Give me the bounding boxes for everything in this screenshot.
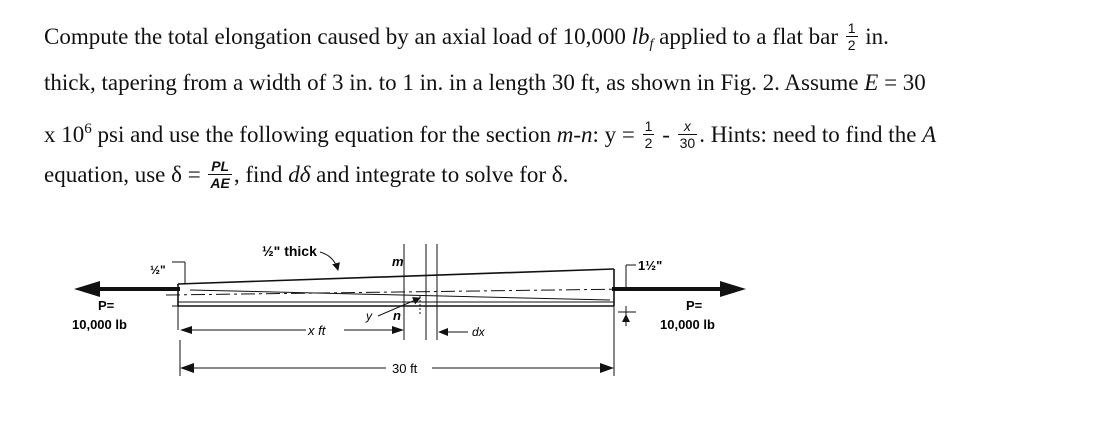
left-load-p: P= — [98, 298, 115, 313]
text-segment: = 30 — [878, 70, 926, 95]
text-segment: . Hints: need to find the — [699, 122, 923, 147]
unit-lb: lb — [631, 24, 650, 49]
left-width-dimension — [150, 262, 185, 330]
dx-dimension — [438, 325, 486, 339]
left-load-label — [72, 298, 127, 332]
length-dimension — [180, 340, 614, 376]
dx-label: dx — [472, 325, 485, 339]
left-width-label: ½" — [150, 263, 166, 277]
fraction-half: $\frac{1}{2}$ — [847, 20, 856, 54]
n-label: n — [393, 308, 401, 323]
exponent: 6 — [84, 121, 92, 137]
fraction-x-over-30: $\frac{x}{30}$ — [679, 118, 696, 152]
left-load-arrow — [74, 281, 180, 297]
m-label: m — [392, 254, 404, 269]
text-segment: : y = — [592, 122, 641, 147]
y-label: y — [366, 309, 372, 323]
section-mn: m-n — [556, 122, 593, 147]
text-segment: thick, tapering from a width of 3 in. to 1 in. in a length 30 ft, as shown in Fig. 2. Assume — [44, 70, 865, 95]
left-load-value: 10,000 lb — [72, 317, 127, 332]
thickness-label: ½" thick — [262, 243, 317, 259]
right-load-label — [660, 298, 715, 332]
length-label: 30 ft — [392, 361, 418, 376]
thickness-callout — [262, 243, 338, 270]
symbol-A: A — [922, 122, 937, 147]
right-load-arrow — [612, 281, 746, 297]
fraction-PL-over-AE: $\frac{PL}{AE}$ — [210, 158, 230, 192]
minus-sign: - — [656, 122, 676, 147]
unit-subscript-f: f — [649, 37, 654, 52]
fraction-one-half: $\frac{1}{2}$ — [644, 118, 653, 152]
text-segment: psi and use the following equation for the section — [91, 122, 557, 147]
right-load-value: 10,000 lb — [660, 317, 715, 332]
text-segment: equation, use δ = — [44, 162, 207, 187]
right-width-dimension — [614, 258, 662, 376]
right-width-label: 1½" — [638, 258, 663, 273]
symbol-E: E — [864, 70, 879, 95]
text-segment: applied to a flat bar — [653, 24, 844, 49]
text-segment: , find — [233, 162, 289, 187]
x-ft-label: x ft — [308, 323, 326, 338]
symbol-d-delta: dδ — [288, 162, 311, 187]
right-load-p: P= — [686, 298, 703, 313]
text-segment: in. — [859, 24, 889, 49]
x-ft-dimension — [180, 323, 404, 338]
text-segment: and integrate to solve for δ. — [310, 162, 569, 187]
tapered-bar — [166, 269, 630, 306]
text-segment: x 10 — [44, 122, 85, 147]
text-segment: Compute the total elongation caused by an axial load of 10,000 — [44, 24, 632, 49]
